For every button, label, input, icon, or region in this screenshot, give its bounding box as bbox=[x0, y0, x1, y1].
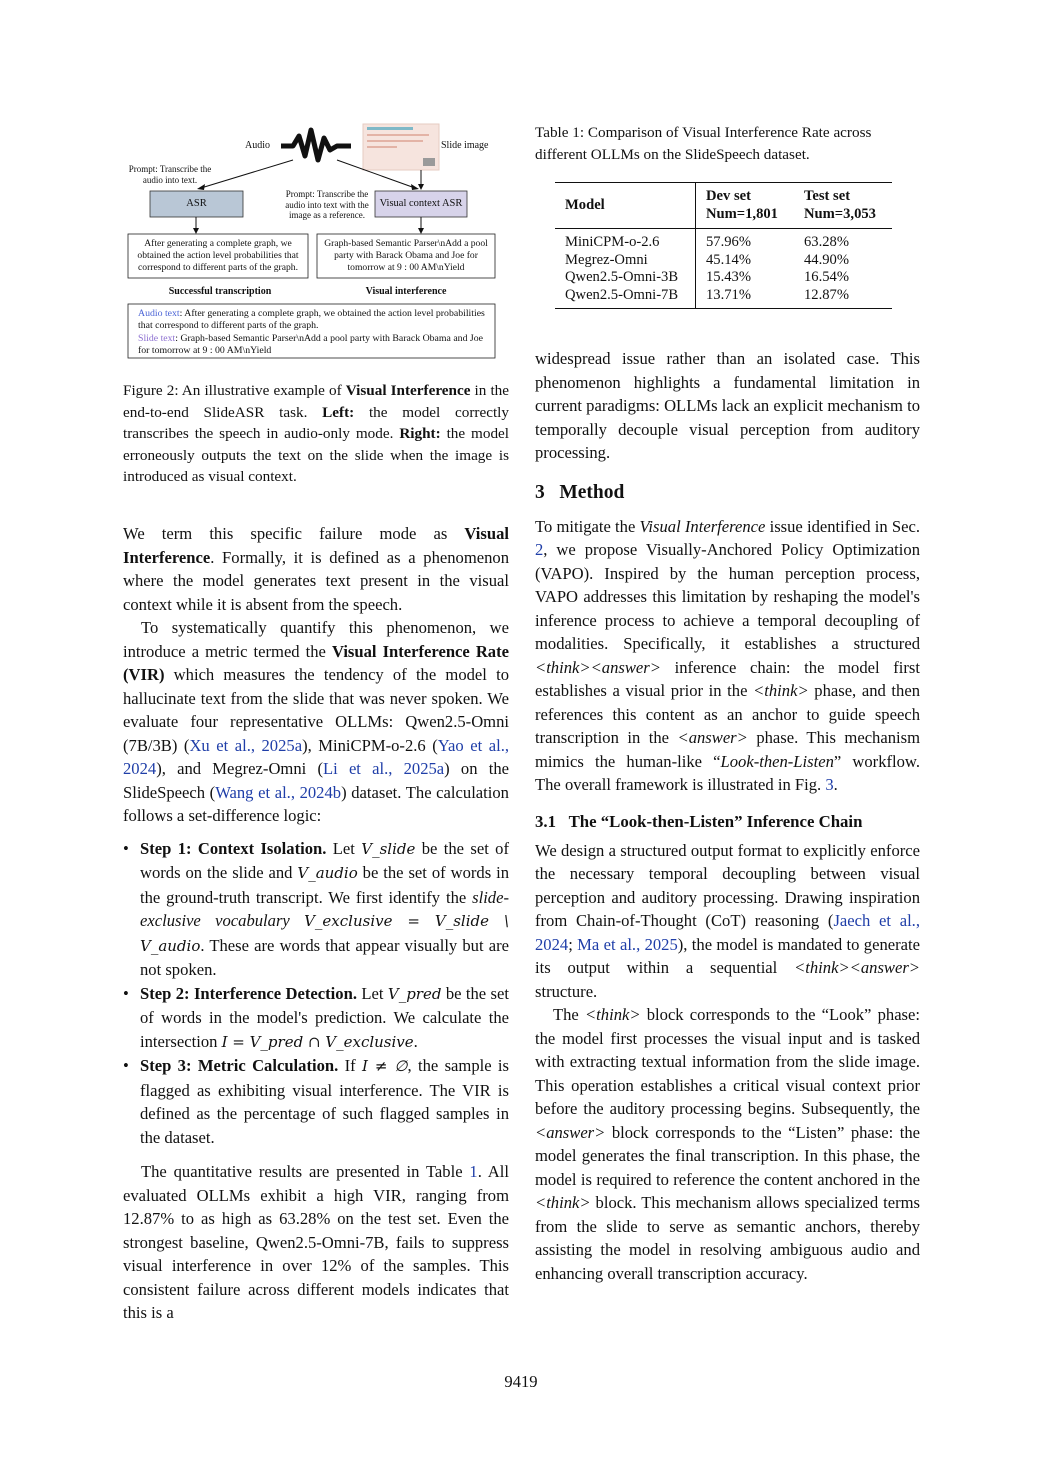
citation-jaech[interactable]: Jaech et al., 2024 bbox=[535, 911, 920, 954]
vasr-label: Visual context ASR bbox=[379, 198, 463, 209]
left-body bbox=[123, 522, 509, 1325]
audio-label: Audio bbox=[245, 140, 270, 151]
figure-ref[interactable]: 3 bbox=[825, 775, 834, 794]
citation-ma[interactable]: Ma et al., 2025 bbox=[577, 934, 678, 954]
steps-list bbox=[123, 837, 509, 1150]
paragraph-format: We design a structured output format to explicitly enforce the necessary temporal decoupling between visual perception and auditory processing. Drawing inspiration from Chain-of-Thought (CoT) reasoning (Jaech et al., 2024; Ma et al., 2025), the model is mandated to generate its output within a sequential <think><answer> structure. bbox=[535, 840, 920, 1001]
caption-successful: Successful transcription bbox=[168, 286, 272, 297]
audio-text-line bbox=[138, 308, 488, 332]
citation-xu[interactable]: Xu et al., 2025a bbox=[189, 735, 303, 755]
table-row: MiniCPM-o-2.6 57.96% 63.28% bbox=[555, 229, 892, 252]
paragraph-think-block: The <think> block corresponds to the “Look” phase: the model first processes the visual input and is tasked with extracting textual information from the slide image. This operation establishes a critical visual context prior before the auditory processing begins. Subsequently, the <answer> block corresponds to the “Listen” phase: the model generates the final transcription. In this phase, the model is required to reference the content anchored in the <think> block. This mechanism allows specialized terms from the slide to serve as semantic anchors, thereby assisting the model in resolving ambiguous audio and enhancing overall transcription accuracy. bbox=[535, 1005, 920, 1283]
slide-text-value: : Graph-based Semantic Parser\nAdd a pool party with Barack Obama and Joe for tomorrow at 9 : 00 AM\nYield bbox=[138, 333, 483, 356]
subsection-heading: 3.1 The “Look-then-Listen” Inference Chain bbox=[535, 811, 863, 831]
section-heading-method: 3 Method bbox=[535, 481, 625, 503]
paragraph-continuation: widespread issue rather than an isolated case. This phenomenon highlights a fundamental limitation in current paradigms: OLLMs lack an explicit mechanism to temporally decouple visual perception from auditory processing. bbox=[535, 349, 920, 462]
page-number: 9419 bbox=[504, 1372, 538, 1391]
caption-lead: Figure 2: An illustrative example of bbox=[123, 382, 346, 399]
paragraph-results: The quantitative results are presented in Table 1. All evaluated OLLMs exhibit a high VIR, ranging from 12.87% to as high as 63.28% on the test set. Even the strongest baseline, Qwen2.5-Omni-7B, fails to suppress visual interference in over 12% of the samples. This consistent failure across different models indicates that this is a bbox=[123, 1162, 509, 1322]
list-item: • Step 1: Context Isolation. Let V_slide be the set of words on the slide and V_audio be the set of words in the ground-truth transcript. We first identify the slide-exclusive vocabulary V_exclusive = V_slide \ V_audio. These are words that appear visually but are not spoken. bbox=[123, 837, 509, 982]
col-header-model: Model bbox=[555, 183, 696, 229]
table-caption: Table 1: Comparison of Visual Interference Rate across different OLLMs on the SlideSpeech dataset. bbox=[535, 124, 872, 163]
caption-interference: Visual interference bbox=[365, 286, 447, 297]
paragraph-definition: We term this specific failure mode as Visual Interference. Formally, it is defined as a phenomenon where the model generates text present in the visual context while it is absent from the speech. bbox=[123, 524, 509, 614]
col-header-dev: Dev set Num=1,801 bbox=[706, 188, 778, 222]
caption-left-label: Left: bbox=[322, 403, 355, 421]
table-ref[interactable]: 1 bbox=[469, 1162, 478, 1181]
prompt-mid: Prompt: Transcribe the audio into text with the image as a reference. bbox=[285, 189, 369, 220]
figure-2 bbox=[123, 118, 509, 368]
caption-text-2: the model correctly transcribes the speech in audio-only mode. bbox=[123, 403, 509, 442]
output-right-text: Graph-based Semantic Parser\nAdd a pool party with Barack Obama and Joe for tomorrow at 9 : 00 AM\nYield bbox=[324, 238, 488, 273]
asr-label: ASR bbox=[186, 198, 207, 209]
vir-table bbox=[555, 182, 892, 309]
table-row: Megrez-Omni 45.14% 44.90% bbox=[555, 252, 892, 270]
prompt-left: Prompt: Transcribe the audio into text. bbox=[128, 164, 212, 185]
list-item: • Step 3: Metric Calculation. If I ≠ ∅, the sample is flagged as exhibiting visual interference. The VIR is defined as the percentage of such flagged samples in the dataset. bbox=[123, 1054, 509, 1149]
citation-li[interactable]: Li et al., 2025a bbox=[322, 759, 445, 778]
waveform-icon bbox=[281, 130, 351, 160]
citation-yao[interactable]: Yao et al., 2024 bbox=[123, 735, 509, 778]
list-item: • Step 2: Interference Detection. Let V_pred be the set of words in the model's prediction. We calculate the intersection I = V_pred ∩ V_exclusive. bbox=[123, 982, 509, 1055]
paragraph-vapo: To mitigate the Visual Interference issue identified in Sec. 2, we propose Visually-Anchored Policy Optimization (VAPO). Inspired by the human perception process, VAPO addresses this limitation by reshaping the model's inference process to achieve a temporal decoupling of modalities. Specifically, it establishes a structured <think><answer> inference chain: the model first establishes a visual prior in the <think> phase, and then references this content as an anchor to guide speech transcription in the <answer> phase. This mechanism mimics the human-like “Look-then-Listen” workflow. The overall framework is illustrated in Fig. 3. bbox=[535, 516, 920, 794]
caption-text-3: the model erroneously outputs the text on the slide when the image is introduced as visual context. bbox=[123, 425, 510, 485]
col-header-test: Test set Num=3,053 bbox=[804, 188, 876, 222]
output-left-text: After generating a complete graph, we obtained the action level probabilities that correspond to different parts of the graph. bbox=[137, 238, 299, 273]
slide-text-key: Slide text bbox=[138, 333, 176, 344]
audio-text-key: Audio text bbox=[138, 308, 180, 319]
paragraph-vir: To systematically quantify this phenomenon, we introduce a metric termed the Visual Interference Rate (VIR) which measures the tendency of the model to hallucinate text from the slide that was never spoken. We evaluate four representative OLLMs: Qwen2.5-Omni (7B/3B) (Xu et al., 2025a), MiniCPM-o-2.6 (Yao et al., 2024), and Megrez-Omni (Li et al., 2025a) on the SlideSpeech (Wang et al., 2024b) dataset. The calculation follows a set-difference logic: bbox=[123, 618, 509, 825]
caption-right-label: Right: bbox=[399, 425, 441, 442]
right-body bbox=[535, 347, 920, 1285]
section-ref[interactable]: 2 bbox=[535, 540, 544, 559]
figure-caption bbox=[123, 380, 509, 488]
slide-image-label: Slide image bbox=[441, 140, 489, 151]
table-row: Qwen2.5-Omni-7B 13.71% 12.87% bbox=[555, 287, 892, 309]
caption-text-1: in the end-to-end SlideASR task. bbox=[123, 382, 510, 421]
table-1 bbox=[535, 122, 920, 309]
table-row: Qwen2.5-Omni-3B 15.43% 16.54% bbox=[555, 269, 892, 287]
caption-term: Visual Interference bbox=[345, 382, 471, 399]
audio-text-value: : After generating a complete graph, we obtained the action level probabilities that correspond to different parts of the graph. bbox=[138, 308, 485, 331]
citation-wang[interactable]: Wang et al., 2024b bbox=[215, 782, 342, 802]
slide-text-line bbox=[138, 333, 488, 357]
